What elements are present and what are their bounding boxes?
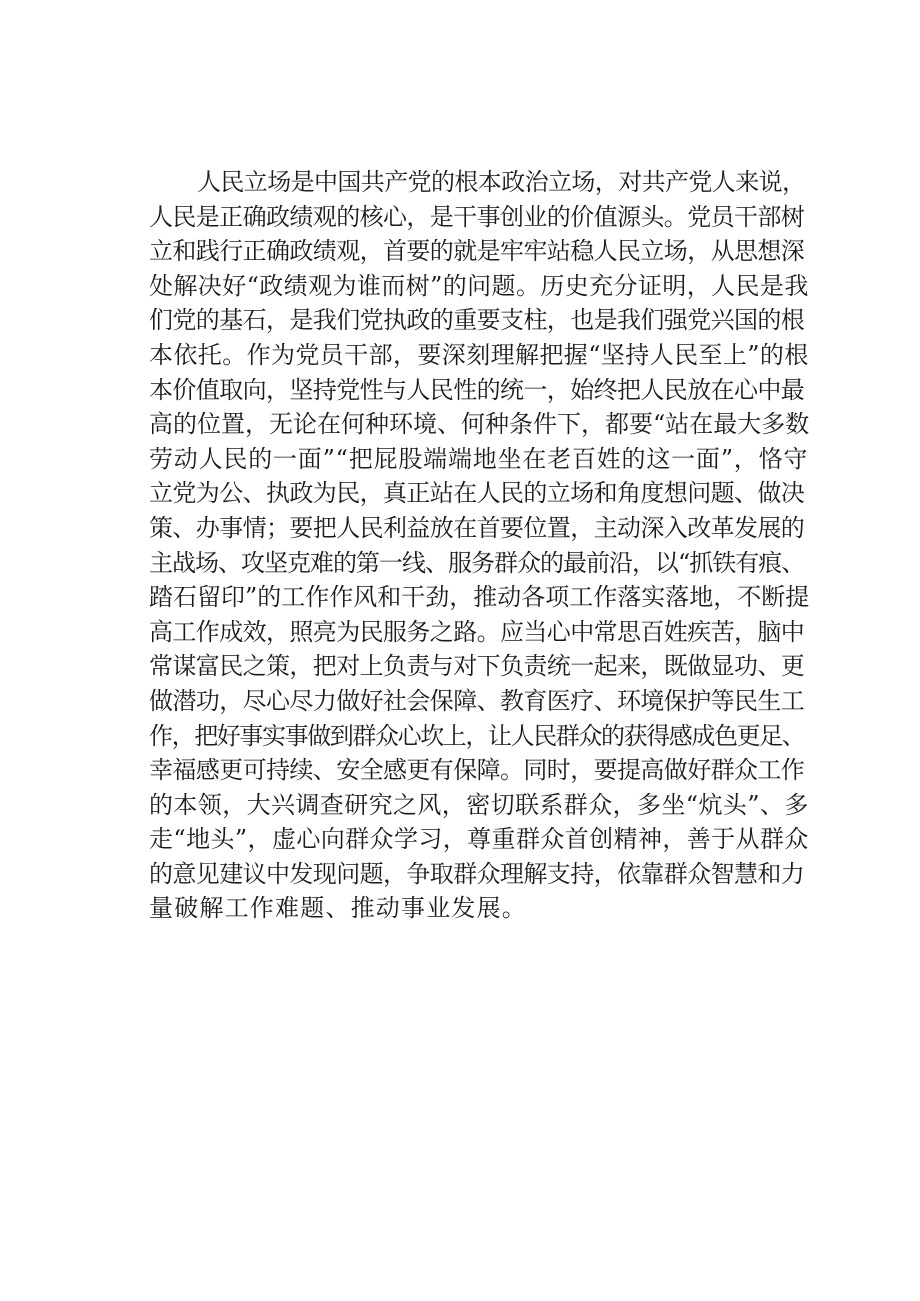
paragraph-line: 作，把好事实事做到群众心坎上，让人民群众的获得感成色更足、 — [149, 721, 805, 750]
body-paragraph — [149, 165, 809, 926]
paragraph-line: 本价值取向，坚持党性与人民性的统一，始终把人民放在心中最 — [149, 375, 805, 404]
paragraph-line: 主战场、攻坚克难的第一线、服务群众的最前沿，以“抓铁有痕、 — [149, 548, 805, 577]
paragraph-line: 幸福感更可持续、安全感更有保障。同时，要提高做好群众工作 — [149, 756, 805, 785]
paragraph-line: 高的位置，无论在何种环境、何种条件下，都要“站在最大多数 — [149, 410, 810, 439]
paragraph-line: 的意见建议中发现问题，争取群众理解支持，依靠群众智慧和力 — [149, 859, 805, 888]
paragraph-line: 量破解工作难题、推动事业发展。 — [149, 894, 527, 923]
paragraph-line: 本依托。作为党员干部，要深刻理解把握“坚持人民至上”的根 — [149, 340, 809, 369]
paragraph-line: 踏石留印”的工作作风和干劲，推动各项工作落实落地，不断提 — [149, 583, 810, 612]
paragraph-line: 常谋富民之策，把对上负责与对下负责统一起来，既做显功、更 — [149, 652, 805, 681]
paragraph-line: 人民是正确政绩观的核心，是干事创业的价值源头。党员干部树 — [149, 202, 805, 231]
paragraph-line: 高工作成效，照亮为民服务之路。应当心中常思百姓疾苦，脑中 — [149, 617, 805, 646]
paragraph-line: 立和践行正确政绩观，首要的就是牢牢站稳人民立场，从思想深 — [149, 237, 805, 266]
paragraph-line: 立党为公、执政为民，真正站在人民的立场和角度想问题、做决 — [149, 479, 805, 508]
paragraph-line: 人民立场是中国共产党的根本政治立场，对共产党人来说， — [197, 168, 806, 196]
paragraph-line: 们党的基石，是我们党执政的重要支柱，也是我们强党兴国的根 — [149, 306, 805, 335]
paragraph-line: 处解决好“政绩观为谁而树”的问题。历史充分证明，人民是我 — [149, 271, 809, 300]
paragraph-line: 劳动人民的一面”“把屁股端端地坐在老百姓的这一面”，恪守 — [149, 444, 809, 473]
paragraph-line: 策、办事情；要把人民利益放在首要位置，主动深入改革发展的 — [149, 513, 805, 542]
paragraph-line: 做潜功，尽心尽力做好社会保障、教育医疗、环境保护等民生工 — [149, 686, 805, 715]
paragraph-line: 走“地头”，虚心向群众学习，尊重群众首创精神，善于从群众 — [149, 825, 809, 854]
paragraph-line: 的本领，大兴调查研究之风，密切联系群众，多坐“炕头”、多 — [149, 790, 809, 819]
